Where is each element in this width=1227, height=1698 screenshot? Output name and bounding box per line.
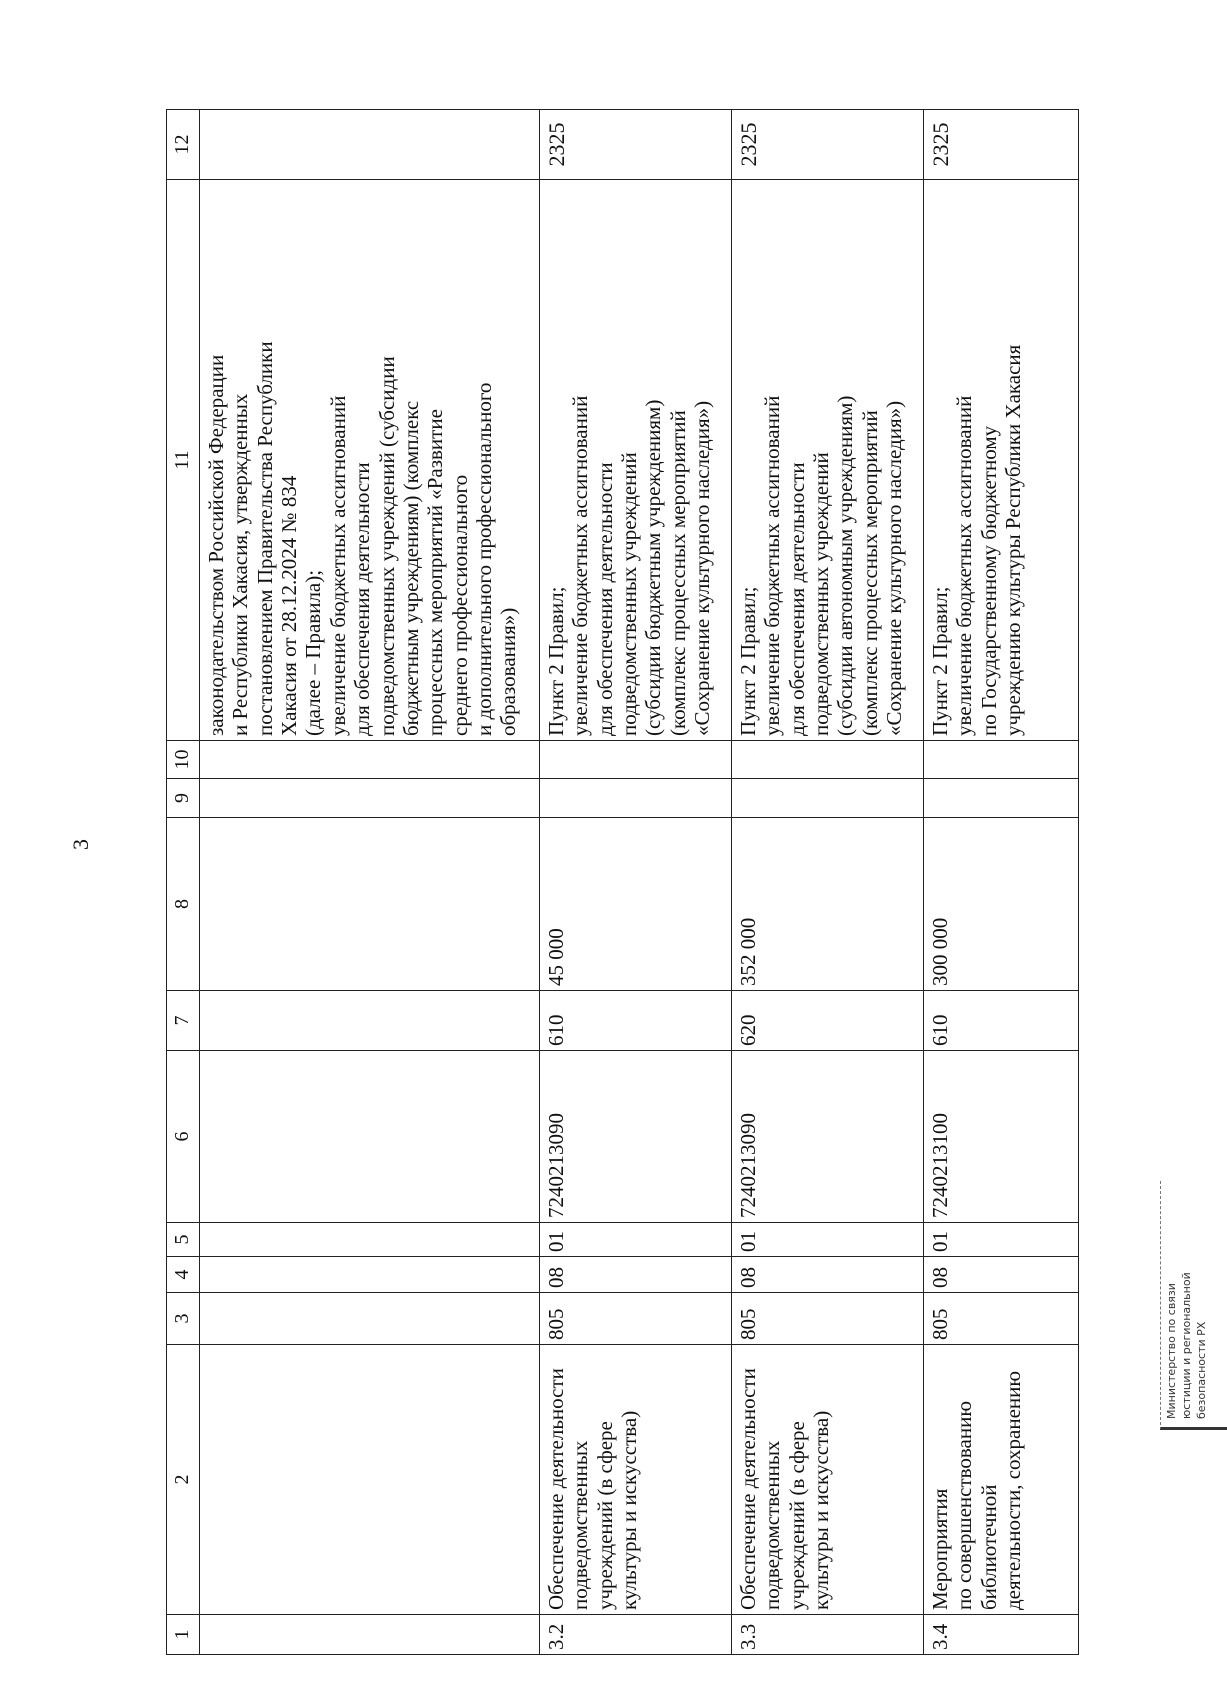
stamp-line-2: юстиции и региональной xyxy=(1179,1272,1193,1419)
justification-cell: Пункт 2 Правил; увеличение бюджетных ассигнований для обеспечения деятельности подведомственных учреждений (субсидии автономным учреждениям) (комплекс процессных мероприятий «Сохранение культурного наследия») xyxy=(732,180,924,741)
col12-cell: 2325 xyxy=(540,110,732,180)
expense-type-cell: 610 xyxy=(540,991,732,1051)
header-cell-11: 11 xyxy=(167,180,200,741)
item-name-cell: Обеспечение деятельности подведомственных учреждений (в сфере культуры и искусства) xyxy=(732,1345,924,1615)
header-cell-4: 4 xyxy=(167,1257,200,1293)
section-cell: 08 xyxy=(924,1257,1079,1293)
header-cell-7: 7 xyxy=(167,991,200,1051)
code-cell: 805 xyxy=(732,1293,924,1345)
section-cell: 08 xyxy=(732,1257,924,1293)
col9-cell xyxy=(924,779,1079,818)
justification-cell: законодательством Российской Федерации и Республики Хакасия, утвержденных постановлением Правительства Республики Хакасия от 28.12.2024 № 834 (далее – Правила); увеличение бюджетных ассигнований для обеспечения деятельности подведомственных учреждений (субсидии бюджетным учреждениям) (комплекс процессных мероприятий «Развитие среднего профессионального и дополнительного профессионального образования») xyxy=(200,180,540,741)
code-cell: 805 xyxy=(540,1293,732,1345)
justification-cell: Пункт 2 Правил; увеличение бюджетных ассигнований для обеспечения деятельности подведомственных учреждений (субсидии бюджетным учреждениям) (комплекс процессных мероприятий «Сохранение культурного наследия») xyxy=(540,180,732,741)
header-cell-6: 6 xyxy=(167,1051,200,1223)
row-number-cell: 3.2 xyxy=(540,1615,732,1655)
col12-cell: 2325 xyxy=(732,110,924,180)
header-cell-9: 9 xyxy=(167,779,200,818)
header-cell-8: 8 xyxy=(167,818,200,991)
amount-cell: 352 000 xyxy=(732,818,924,991)
header-cell-12: 12 xyxy=(167,110,200,180)
justification-cell: Пункт 2 Правил; увеличение бюджетных ассигнований по Государственному бюджетному учреждению культуры Республики Хакасия xyxy=(924,180,1079,741)
amount-cell: 300 000 xyxy=(924,818,1079,991)
section-cell: 08 xyxy=(540,1257,732,1293)
col9-cell xyxy=(200,779,540,818)
col12-cell xyxy=(200,110,540,180)
col10-cell xyxy=(732,741,924,779)
target-article-cell: 7240213090 xyxy=(540,1051,732,1223)
col12-cell: 2325 xyxy=(924,110,1079,180)
page-number: 3 xyxy=(68,839,93,850)
stamp-line-1: Министерство по связи xyxy=(1165,1283,1178,1419)
rotated-table-container xyxy=(166,110,1079,1655)
target-article-cell: 7240213090 xyxy=(732,1051,924,1223)
amount-cell: 45 000 xyxy=(540,818,732,991)
item-name-cell: Обеспечение деятельности подведомственных учреждений (в сфере культуры и искусства) xyxy=(540,1345,732,1615)
row-number-cell: 3.4 xyxy=(924,1615,1079,1655)
expense-type-cell xyxy=(200,991,540,1051)
subsection-cell: 01 xyxy=(540,1223,732,1257)
table-row xyxy=(924,110,1079,1655)
code-cell xyxy=(200,1293,540,1345)
item-name-cell xyxy=(200,1345,540,1615)
code-cell: 805 xyxy=(924,1293,1079,1345)
item-name-cell: Мероприятия по совершенствованию библиотечной деятельности, сохранению xyxy=(924,1345,1079,1615)
row-number-cell: 3.3 xyxy=(732,1615,924,1655)
table-row xyxy=(540,110,732,1655)
amount-cell xyxy=(200,818,540,991)
col10-cell xyxy=(924,741,1079,779)
header-cell-1: 1 xyxy=(167,1615,200,1655)
target-article-cell xyxy=(200,1051,540,1223)
subsection-cell: 01 xyxy=(924,1223,1079,1257)
table-row xyxy=(732,110,924,1655)
expense-type-cell: 610 xyxy=(924,991,1079,1051)
section-cell xyxy=(200,1257,540,1293)
table-row xyxy=(200,110,540,1655)
registration-stamp xyxy=(1160,1181,1227,1430)
target-article-cell: 7240213100 xyxy=(924,1051,1079,1223)
expense-type-cell: 620 xyxy=(732,991,924,1051)
col9-cell xyxy=(540,779,732,818)
header-row xyxy=(167,110,200,1655)
header-cell-10: 10 xyxy=(167,741,200,779)
subsection-cell: 01 xyxy=(732,1223,924,1257)
budget-table xyxy=(166,109,1079,1655)
stamp-line-3: безопасности РХ xyxy=(1194,1321,1208,1419)
header-cell-3: 3 xyxy=(167,1293,200,1345)
col10-cell xyxy=(200,741,540,779)
col10-cell xyxy=(540,741,732,779)
subsection-cell xyxy=(200,1223,540,1257)
header-cell-5: 5 xyxy=(167,1223,200,1257)
row-number-cell xyxy=(200,1615,540,1655)
col9-cell xyxy=(732,779,924,818)
header-cell-2: 2 xyxy=(167,1345,200,1615)
